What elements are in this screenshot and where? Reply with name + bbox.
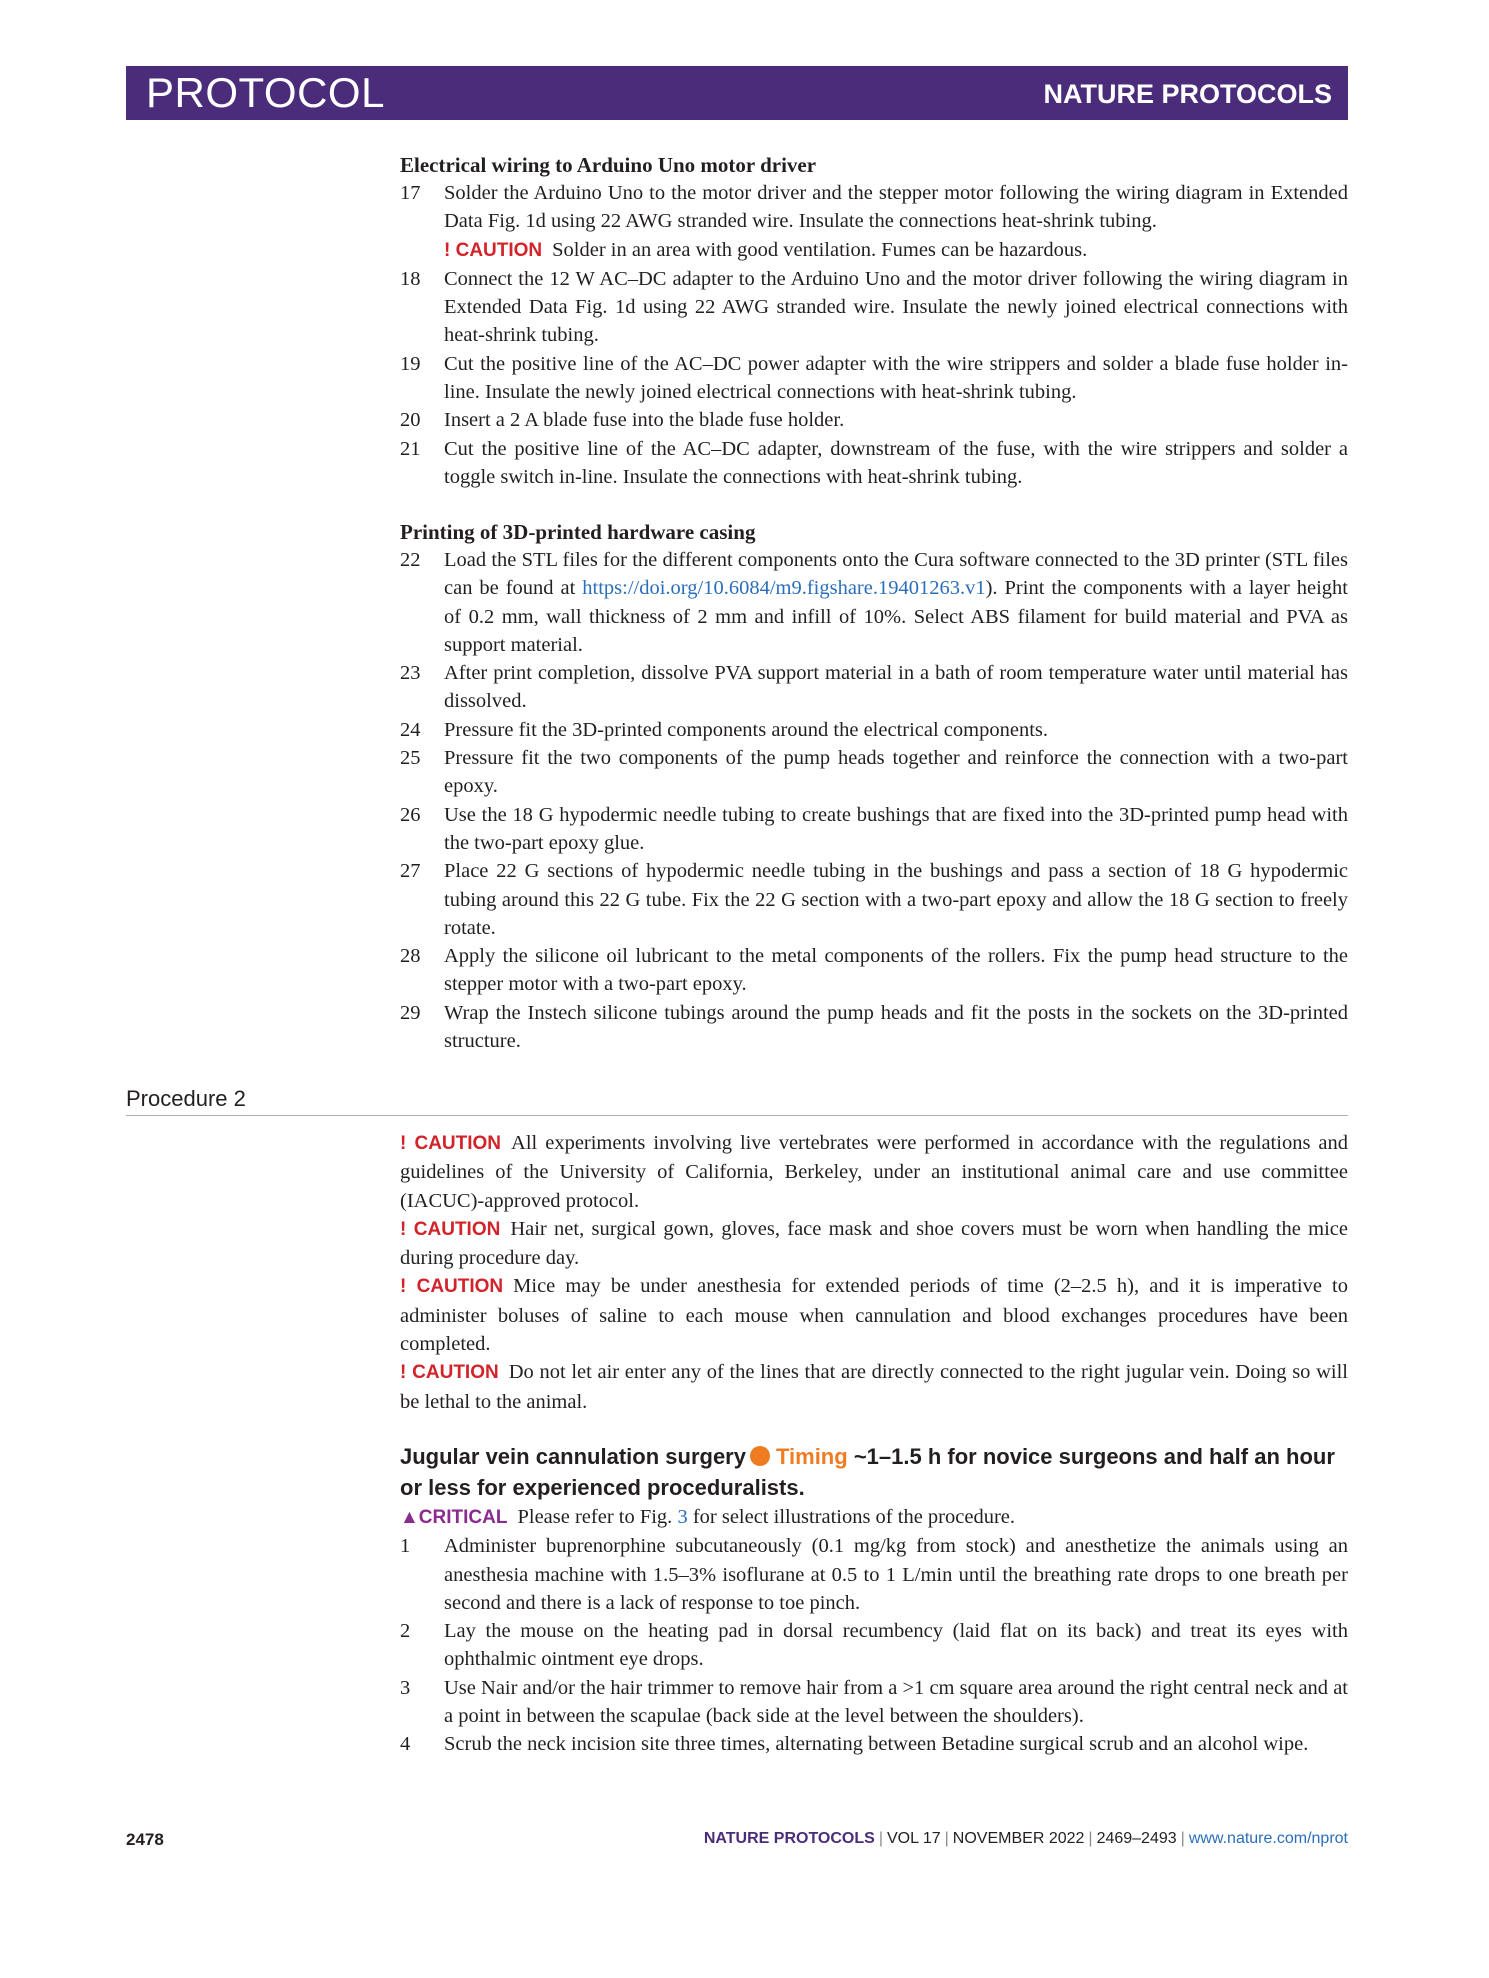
- critical-text-after: for select illustrations of the procedure.: [687, 1506, 1016, 1528]
- caution-paragraph: [400, 1358, 1348, 1416]
- footer-citation: [704, 1830, 1348, 1848]
- step-number: 18: [400, 267, 421, 290]
- footer-separator: |: [1088, 1830, 1093, 1847]
- step-2: [400, 1617, 1348, 1674]
- caution-label: ! CAUTION: [400, 1133, 502, 1154]
- procedure-2-label: Procedure 2: [126, 1086, 246, 1111]
- critical-label: ▲CRITICAL: [400, 1507, 508, 1528]
- section-heading-printing: Printing of 3D-printed hardware casing: [400, 520, 756, 544]
- step-27: [400, 857, 1348, 942]
- footer-separator: |: [944, 1830, 949, 1847]
- step-text: Insert a 2 A blade fuse into the blade fuse holder.: [444, 409, 845, 432]
- step-text: Pressure fit the 3D-printed components around the electrical components.: [444, 718, 1048, 741]
- step-number: 24: [400, 718, 421, 741]
- step-18: [400, 265, 1348, 350]
- step-number: 22: [400, 549, 421, 571]
- step-20: [400, 406, 1348, 434]
- step-text-after: ). Print the components with a layer height of 0.2 mm, wall thickness of 2 mm and infill of 10%. Select ABS filament for build material and PVA as support material.: [444, 577, 1349, 656]
- printing-section: [400, 518, 1348, 1055]
- section-heading-electrical: Electrical wiring to Arduino Uno motor driver: [400, 153, 817, 177]
- step-text: After print completion, dissolve PVA support material in a bath of room temperature water until material has dissolved.: [444, 662, 1348, 713]
- step-text: Administer buprenorphine subcutaneously (0.1 mg/kg from stock) and anesthetize the animals using an anesthesia machine with 1.5–3% isoflurane at 0.5 to 1 L/min until the breathing rate drops to one breath per second and there is a lack of response to toe pinch.: [444, 1535, 1348, 1614]
- journal-header-bar: [126, 66, 1348, 120]
- step-28: [400, 942, 1348, 999]
- caution-label: ! CAUTION: [400, 1218, 501, 1240]
- step-3: [400, 1674, 1348, 1731]
- jugular-cannulation-section: [400, 1441, 1348, 1759]
- procedure-2-cautions: [400, 1129, 1348, 1416]
- step-text: [444, 546, 1348, 659]
- step-text: Use the 18 G hypodermic needle tubing to create bushings that are fixed into the 3D-printed pump head with the two-part epoxy glue.: [444, 803, 1348, 854]
- electrical-wiring-section: [400, 151, 1348, 491]
- step-22: [400, 546, 1348, 659]
- caution-text: Hair net, surgical gown, gloves, face mask and shoe covers must be worn when handling the mice during procedure day.: [400, 1217, 1348, 1270]
- step-number: 23: [400, 662, 421, 685]
- step-number: 4: [400, 1733, 411, 1756]
- caution-text: Mice may be under anesthesia for extended periods of time (2–2.5 h), and it is imperative to administer boluses of saline to each mouse when cannulation and blood exchanges procedures have been completed.: [400, 1275, 1348, 1356]
- step-4: [400, 1730, 1348, 1758]
- step-number: 28: [400, 945, 421, 968]
- step-19: [400, 350, 1348, 407]
- section-divider: [126, 1115, 1348, 1116]
- footer-separator: |: [878, 1830, 883, 1847]
- subsection-heading: [400, 1441, 1348, 1503]
- footer-url[interactable]: www.nature.com/nprot: [1188, 1830, 1348, 1847]
- step-number: 21: [400, 437, 421, 460]
- subsection-title: Jugular vein cannulation surgery: [400, 1444, 746, 1469]
- page-number: 2478: [126, 1830, 164, 1849]
- footer-pages: 2469–2493: [1096, 1830, 1177, 1847]
- figshare-link[interactable]: https://doi.org/10.6084/m9.figshare.19401263.v1: [582, 577, 986, 600]
- footer-date: NOVEMBER 2022: [952, 1830, 1085, 1847]
- step-text: Pressure fit the two components of the pump heads together and reinforce the connection with a two-part epoxy.: [444, 747, 1348, 798]
- step-number: 27: [400, 860, 421, 883]
- step-number: 20: [400, 409, 421, 432]
- article-type-label: PROTOCOL: [146, 69, 385, 116]
- timing-dot-icon: [750, 1446, 770, 1466]
- step-25: [400, 744, 1348, 801]
- caution-text: Do not let air enter any of the lines that are directly connected to the right jugular vein. Doing so will be lethal to the animal.: [400, 1361, 1348, 1413]
- caution-text: Solder in an area with good ventilation. Fumes can be hazardous.: [552, 238, 1088, 261]
- caution-paragraph: [400, 1272, 1348, 1358]
- timing-label: Timing: [775, 1444, 848, 1469]
- step-text: Scrub the neck incision site three times, alternating between Betadine surgical scrub and an alcohol wipe.: [444, 1733, 1309, 1756]
- critical-note: [400, 1503, 1348, 1532]
- caution-label: ! CAUTION: [400, 1362, 499, 1384]
- step-number: 25: [400, 747, 421, 770]
- step-29: [400, 999, 1348, 1056]
- step-number: 26: [400, 803, 421, 826]
- caution-label: ! CAUTION: [400, 1276, 504, 1298]
- step-24: [400, 716, 1348, 744]
- footer-journal: NATURE PROTOCOLS: [703, 1830, 875, 1847]
- step-text: Place 22 G sections of hypodermic needle tubing in the bushings and pass a section of 18 G hypodermic tubing around this 22 G tube. Fix the 22 G section with a two-part epoxy and allow the 18 G section to freely rotate.: [444, 860, 1348, 939]
- step-26: [400, 801, 1348, 858]
- step-21: [400, 435, 1348, 492]
- critical-text-before: Please refer to Fig.: [517, 1506, 678, 1528]
- step-number: 2: [400, 1620, 411, 1643]
- footer-volume: VOL 17: [886, 1830, 941, 1847]
- step-text: [444, 179, 1348, 265]
- step-text: Cut the positive line of the AC–DC power adapter with the wire strippers and solder a blade fuse holder in-line. Insulate the newly joined electrical connections with heat-shrink tubing.: [444, 352, 1348, 404]
- step-text-body: Solder the Arduino Uno to the motor driver and the stepper motor following the wiring diagram in Extended Data Fig. 1d using 22 AWG stranded wire. Insulate the connections heat-shrink tubing.: [444, 182, 1348, 233]
- timing-text: ~1–1.5 h for novice surgeons and half an hour or less for experienced proceduralists.: [400, 1444, 1335, 1500]
- step-number: 29: [400, 1001, 421, 1024]
- caution-paragraph: [400, 1129, 1348, 1215]
- step-1: [400, 1532, 1348, 1617]
- step-text-before: Load the STL files for the different components onto the Cura software connected to the 3D printer (STL files can be found at: [444, 549, 1348, 600]
- step-text: Use Nair and/or the hair trimmer to remove hair from a >1 cm square area around the right central neck and at a point in between the scapulae (back side at the level between the shoulders).: [444, 1676, 1348, 1728]
- journal-name: NATURE PROTOCOLS: [1043, 79, 1332, 109]
- footer-separator: |: [1180, 1830, 1185, 1847]
- step-text: Lay the mouse on the heating pad in dorsal recumbency (laid flat on its back) and treat its eyes with ophthalmic ointment eye drops.: [444, 1620, 1348, 1671]
- step-text: Connect the 12 W AC–DC adapter to the Arduino Uno and the motor driver following the wiring diagram in Extended Data Fig. 1d using 22 AWG stranded wire. Insulate the newly joined electrical connections with heat-shrink tubing.: [444, 267, 1348, 347]
- step-number: 17: [400, 182, 421, 204]
- step-number: 1: [400, 1535, 411, 1558]
- step-number: 19: [400, 352, 421, 375]
- step-17: [400, 179, 1348, 265]
- step-text: Wrap the Instech silicone tubings around the pump heads and fit the posts in the sockets on the 3D-printed structure.: [444, 1001, 1348, 1053]
- caution-label: ! CAUTION: [444, 239, 543, 261]
- step-text: Cut the positive line of the AC–DC adapter, downstream of the fuse, with the wire strippers and solder a toggle switch in-line. Insulate the connections with heat-shrink tubing.: [444, 437, 1348, 488]
- caution-paragraph: [400, 1215, 1348, 1273]
- figure-link[interactable]: 3: [677, 1506, 688, 1528]
- caution-text: All experiments involving live vertebrates were performed in accordance with the regulations and guidelines of the University of California, Berkeley, under an institutional animal care and use committee (IACUC)-approved protocol.: [400, 1132, 1349, 1212]
- step-23: [400, 659, 1348, 716]
- step-text: Apply the silicone oil lubricant to the metal components of the rollers. Fix the pump head structure to the stepper motor with a two-part epoxy.: [444, 945, 1348, 996]
- step-number: 3: [400, 1676, 411, 1699]
